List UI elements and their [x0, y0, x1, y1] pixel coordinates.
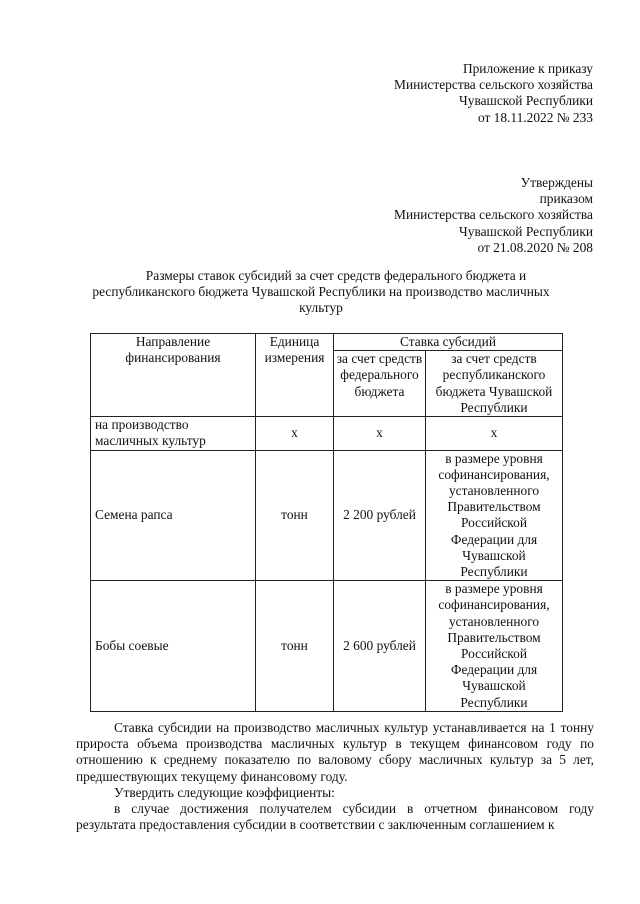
- row-republic: в размере уровня софинансирования, установленного Правительством Российской Федерации для Чувашской Республики: [426, 450, 563, 581]
- header-rate: Ставка субсидий: [334, 334, 563, 351]
- row-republic: в размере уровня софинансирования, установленного Правительством Российской Федерации для Чувашской Республики: [426, 581, 563, 712]
- appendix-header: [394, 61, 593, 126]
- body-paragraph: в случае достижения получателем субсидии в отчетном финансовом году результата предоставления субсидии в соответствии с заключенным соглашением к: [76, 801, 594, 833]
- table-header-row: [91, 334, 563, 351]
- row-federal: х: [334, 417, 426, 450]
- approved-line: приказом: [539, 191, 593, 207]
- title-line: республиканского бюджета Чувашской Республики на производство масличных: [92, 284, 550, 300]
- document-title: [75, 268, 567, 317]
- title-line: культур: [299, 300, 343, 316]
- body-paragraph: Утвердить следующие коэффициенты:: [114, 784, 335, 800]
- row-federal: 2 600 рублей: [334, 581, 426, 712]
- row-republic: х: [426, 417, 563, 450]
- header-unit: Единица измерения: [256, 334, 334, 417]
- table-row: [91, 581, 563, 712]
- table-row: [91, 417, 563, 450]
- header-federal: за счет средств федерального бюджета: [334, 351, 426, 417]
- row-direction: Семена рапса: [91, 450, 256, 581]
- table-row: [91, 450, 563, 581]
- appendix-line: Министерства сельского хозяйства: [394, 77, 593, 93]
- appendix-line: Чувашской Республики: [459, 93, 593, 109]
- approved-line: Министерства сельского хозяйства: [394, 207, 593, 223]
- row-federal: 2 200 рублей: [334, 450, 426, 581]
- row-direction: Бобы соевые: [91, 581, 256, 712]
- subsidy-rates-table: [90, 333, 563, 712]
- row-unit: х: [256, 417, 334, 450]
- approved-line: Чувашской Республики: [459, 223, 593, 239]
- title-line: Размеры ставок субсидий за счет средств федерального бюджета и: [145, 268, 527, 283]
- body-text: [76, 720, 594, 833]
- header-direction: Направление финансирования: [91, 334, 256, 417]
- body-paragraph: Ставка субсидии на производство масличных культур устанавливается на 1 тонну прироста объема производства масличных культур в текущем финансовом году по отношению к среднему показателю по валовому сбору масличных культур за 5 лет, предшествующих текущему финансовому году.: [76, 720, 594, 784]
- header-republic: за счет средств республиканского бюджета Чувашской Республики: [426, 351, 563, 417]
- approval-stamp-block: [394, 175, 593, 256]
- approved-line: от 21.08.2020 № 208: [477, 239, 593, 255]
- approved-line: Утверждены: [520, 175, 593, 190]
- appendix-line: Приложение к приказу: [462, 61, 593, 76]
- row-direction: на производство масличных культур: [91, 417, 256, 450]
- row-unit: тонн: [256, 581, 334, 712]
- row-unit: тонн: [256, 450, 334, 581]
- appendix-line: от 18.11.2022 № 233: [477, 109, 593, 125]
